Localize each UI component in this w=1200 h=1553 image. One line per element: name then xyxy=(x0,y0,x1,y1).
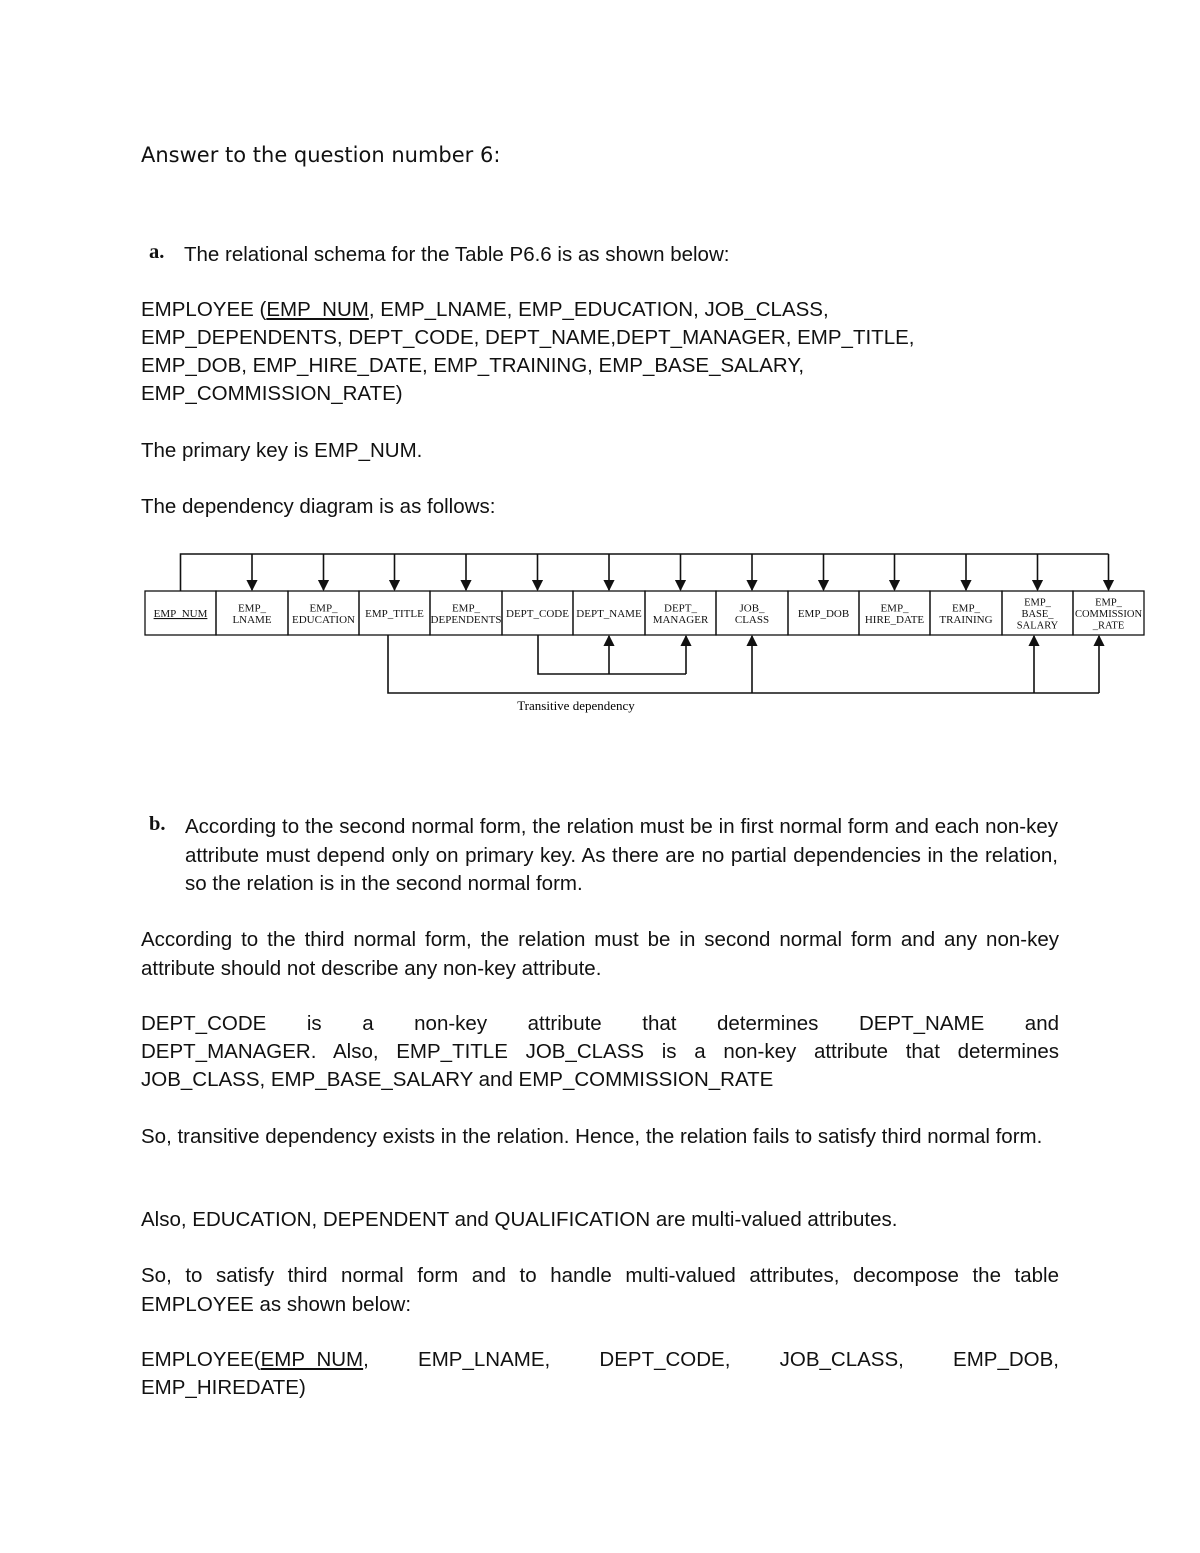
attribute-label: EMP_ xyxy=(451,602,481,615)
second-nf-paragraph: According to the second normal form, the relation must be in first normal form and each non-key attribute must depend only on primary key. As there are no partial dependencies in the relation, so the relation is in the second normal form. xyxy=(185,815,1058,895)
schema-primary-key: EMP_NUM xyxy=(266,298,369,321)
attribute-label: EMP_DOB xyxy=(797,608,850,620)
schema-line-4: EMP_COMMISSION_RATE) xyxy=(141,382,403,405)
schema-intro: The relational schema for the Table P6.6 is as shown below: xyxy=(184,243,730,266)
item-letter-a: a. xyxy=(149,241,165,263)
attribute-label: EDUCATION xyxy=(292,613,355,626)
attribute-label: LNAME xyxy=(232,613,272,626)
third-nf-paragraph: According to the third normal form, the relation must be in second normal form and any non-key attribute should not describe any non-key attribute. xyxy=(141,928,1059,980)
final-schema-line-2: EMP_HIREDATE) xyxy=(141,1376,306,1399)
final-schema-line-1 xyxy=(141,1346,1059,1375)
attribute-label: BASE_ xyxy=(1021,609,1054,620)
transitive-dependency-line xyxy=(388,635,1099,693)
attribute-label: COMMISSION xyxy=(1074,609,1143,620)
decompose-paragraph: So, to satisfy third normal form and to handle multi-valued attributes, decompose the table EMPLOYEE as shown below: xyxy=(141,1264,1059,1316)
attribute-label: _RATE xyxy=(1092,620,1125,632)
attribute-label: DEPT_NAME xyxy=(576,608,642,620)
multivalued-paragraph: Also, EDUCATION, DEPENDENT and QUALIFICATION are multi-valued attributes. xyxy=(141,1208,898,1231)
primary-key-statement: The primary key is EMP_NUM. xyxy=(141,439,423,462)
primary-key-dependency-line xyxy=(181,554,1109,591)
attribute-label: DEPENDENTS xyxy=(430,613,502,626)
attribute-label: SALARY xyxy=(1016,620,1059,632)
attribute-label: JOB_ xyxy=(739,602,765,615)
schema-line-2: EMP_DEPENDENTS, DEPT_CODE, DEPT_NAME,DEPT_MANAGER, EMP_TITLE, xyxy=(141,326,915,349)
attribute-label: EMP_ xyxy=(880,602,909,615)
attribute-label: DEPT_ xyxy=(664,602,697,615)
attribute-label: HIRE_DATE xyxy=(864,613,925,626)
attribute-label: EMP_ xyxy=(309,602,338,615)
final-schema-rest: , EMP_LNAME, DEPT_CODE, JOB_CLASS, EMP_DOB, xyxy=(363,1348,1059,1371)
item-letter-b: b. xyxy=(149,813,166,835)
schema-prefix: EMPLOYEE ( xyxy=(141,298,267,321)
transitive-paragraph: So, transitive dependency exists in the relation. Hence, the relation fails to satisfy third normal form. xyxy=(141,1125,1043,1148)
diagram-intro: The dependency diagram is as follows: xyxy=(141,495,496,518)
attribute-label: EMP_ xyxy=(1095,597,1122,609)
dept-code-dependency-line xyxy=(538,635,686,674)
attribute-label: CLASS xyxy=(734,613,770,626)
dept-code-line-3: JOB_CLASS, EMP_BASE_SALARY and EMP_COMMISSION_RATE xyxy=(141,1068,774,1091)
attribute-label: EMP_ xyxy=(951,602,981,615)
attribute-label: EMP_NUM xyxy=(153,608,208,620)
attribute-label: MANAGER xyxy=(652,613,709,626)
schema-rest: , EMP_LNAME, EMP_EDUCATION, JOB_CLASS, xyxy=(368,298,829,321)
dependency-diagram xyxy=(0,0,1200,740)
attribute-label: DEPT_CODE xyxy=(506,608,569,620)
attribute-label: EMP_TITLE xyxy=(365,608,424,620)
transitive-dependency-label: Transitive dependency xyxy=(517,698,635,713)
final-schema-prefix: EMPLOYEE( xyxy=(141,1348,261,1371)
schema-line-3: EMP_DOB, EMP_HIRE_DATE, EMP_TRAINING, EMP_BASE_SALARY, xyxy=(141,354,805,377)
attribute-label: EMP_ xyxy=(1024,597,1051,609)
page-heading: Answer to the question number 6: xyxy=(141,143,501,167)
attribute-label: TRAINING xyxy=(939,613,993,626)
final-schema-primary-key: EMP_NUM xyxy=(260,1348,364,1371)
dept-code-line-2: DEPT_MANAGER. Also, EMP_TITLE JOB_CLASS is a non-key attribute that determines xyxy=(141,1040,1059,1063)
dept-code-line-1: DEPT_CODE is a non-key attribute that determines DEPT_NAME and xyxy=(141,1012,1059,1035)
attribute-label: EMP_ xyxy=(237,602,267,615)
